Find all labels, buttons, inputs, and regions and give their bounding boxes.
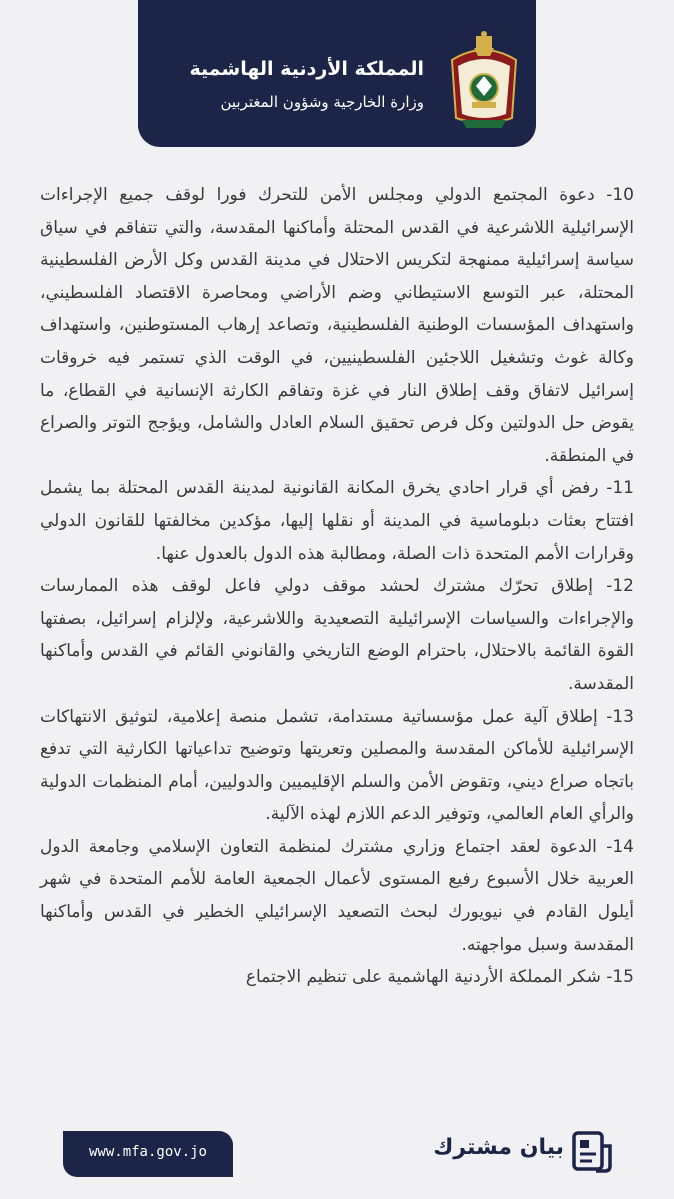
paragraph-13: 13- إطلاق آلية عمل مؤسساتية مستدامة، تشمل منصة إعلامية، لتوثيق الانتهاكات الإسرائيلية للأماكن المقدسة والمصلين وتعريتها وتوضيح تداعياتها الكارثية التي تدفع باتجاه صراع ديني، وتقوض الأمن والسلم الإقليميين والدوليين، أمام المنظمات الدولية والرأي العام العالمي، وتوفير الدعم اللازم لهذه الآلية.	[40, 706, 634, 825]
statement-body	[40, 179, 634, 994]
ministry-title: المملكة الأردنية الهاشمية	[189, 58, 424, 80]
jordan-coat-of-arms-icon	[448, 30, 520, 130]
paragraph-12: 12- إطلاق تحرّك مشترك لحشد موقف دولي فاعل لوقف هذه الممارسات والإجراءات والسياسات الإسرائيلية التصعيدية واللاشرعية، ولإلزام إسرائيل، بصفتها القوة القائمة بالاحتلال، باحترام الوضع التاريخي والقانوني القائم في القدس وأماكنها المقدسة.	[40, 576, 634, 694]
website-badge[interactable]	[63, 1131, 233, 1177]
document-icon	[570, 1130, 614, 1174]
paragraph-10: 10- دعوة المجتمع الدولي ومجلس الأمن للتحرك فورا لوقف جميع الإجراءات الإسرائيلية اللاشرعية في القدس المحتلة وأماكنها المقدسة، والتي تتفاقم في سياق سياسة إسرائيلية ممنهجة لتكريس الاحتلال في مدينة القدس وكل الأرض الفلسطينية المحتلة، عبر التوسع الاستيطاني وضم الأراضي ومحاصرة الاقتصاد الفلسطيني، واستهداف المؤسسات الوطنية الفلسطينية، وتصاعد إرهاب المستوطنين، واستهداف وكالة غوث وتشغيل اللاجئين الفلسطينيين، في الوقت الذي تستمر فيه خروقات إسرائيل لاتفاق وقف إطلاق النار في غزة وتفاقم الكارثة الإنسانية في القطاع، ما يقوض حل الدولتين وكل فرص تحقيق السلام العادل والشامل، ويؤجج التوتر والصراع في المنطقة.	[40, 185, 634, 466]
ministry-subtitle: وزارة الخارجية وشؤون المغتربين	[220, 93, 424, 111]
paragraph-15: 15- شكر المملكة الأردنية الهاشمية على تنظيم الاجتماع	[245, 967, 634, 988]
joint-statement-label: بيان مشترك	[433, 1135, 564, 1160]
website-link[interactable]: www.mfa.gov.jo	[88, 1144, 207, 1160]
paragraph-14: 14- الدعوة لعقد اجتماع وزاري مشترك لمنظمة التعاون الإسلامي وجامعة الدول العربية خلال الأسبوع رفيع المستوى لأعمال الجمعية العامة للأمم المتحدة في شهر أيلول القادم في نيويورك لبحث التصعيد الإسرائيلي الخطير في القدس وأماكنها المقدسة وسبل مواجهته.	[40, 836, 634, 955]
paragraph-11: 11- رفض أي قرار احادي يخرق المكانة القانونية لمدينة القدس المحتلة بما يشمل افتتاح بعثات دبلوماسية في المدينة أو نقلها إليها، مؤكدين مخالفتها للقانون الدولي وقرارات الأمم المتحدة ذات الصلة، ومطالبة هذه الدول بالعدول عنها.	[40, 478, 634, 564]
